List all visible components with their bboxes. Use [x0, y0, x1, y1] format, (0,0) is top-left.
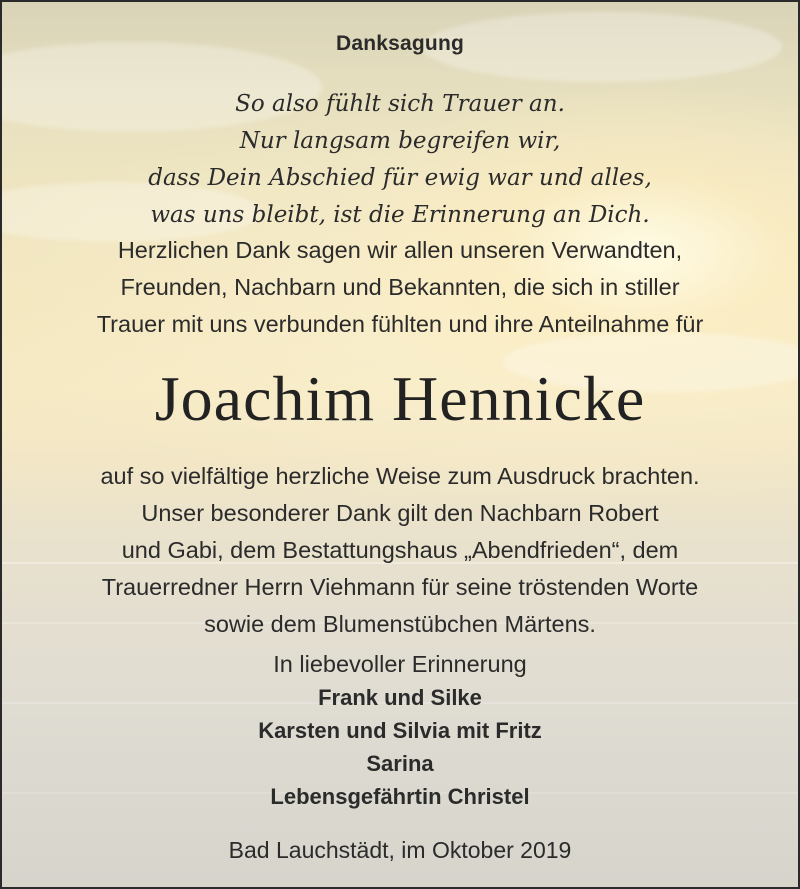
poem-line: dass Dein Abschied für ewig war und alles, — [148, 165, 652, 191]
intro-line: Freunden, Nachbarn und Bekannten, die sich in stiller — [120, 274, 680, 300]
signatory: Lebensgefährtin Christel — [270, 784, 530, 809]
signatory: Frank und Silke — [318, 685, 482, 710]
poem — [2, 86, 798, 234]
closing-phrase: In liebevoller Erinnerung — [273, 651, 527, 677]
poem-line: was uns bleibt, ist die Erinnerung an Dich. — [150, 202, 650, 228]
thanks-line: Trauerredner Herrn Viehmann für seine tröstenden Worte — [101, 574, 699, 600]
intro-paragraph — [2, 232, 798, 343]
signatory: Sarina — [366, 751, 434, 776]
thanks-line: Unser besonderer Dank gilt den Nachbarn Robert — [141, 500, 659, 526]
intro-line: Trauer mit uns verbunden fühlten und ihre Anteilnahme für — [96, 311, 704, 337]
place-date: Bad Lauchstädt, im Oktober 2019 — [228, 837, 572, 863]
intro-line: Herzlichen Dank sagen wir allen unseren Verwandten, — [117, 237, 683, 263]
closing-block — [2, 647, 798, 813]
notice-heading: Danksagung — [335, 32, 465, 55]
deceased-name: Joachim Hennicke — [154, 363, 646, 434]
signatory: Karsten und Silvia mit Fritz — [258, 718, 542, 743]
thanks-paragraph — [2, 458, 798, 643]
poem-line: So also fühlt sich Trauer an. — [235, 91, 565, 117]
thanks-line: sowie dem Blumenstübchen Märtens. — [204, 611, 596, 637]
thanks-line: und Gabi, dem Bestattungshaus „Abendfrieden“, dem — [121, 537, 679, 563]
thanks-line: auf so vielfältige herzliche Weise zum Ausdruck brachten. — [100, 463, 700, 489]
poem-line: Nur langsam begreifen wir, — [239, 128, 561, 154]
